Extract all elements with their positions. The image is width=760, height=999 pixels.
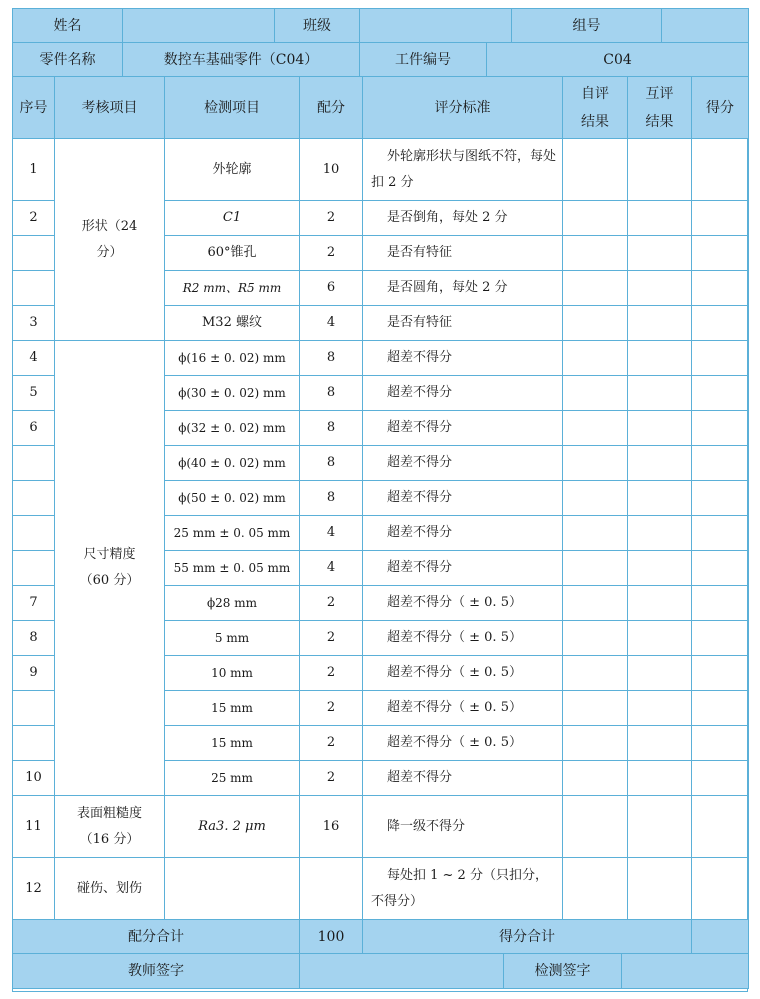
col-check: 检测项目 bbox=[165, 77, 300, 139]
points-cell: 8 bbox=[300, 341, 363, 376]
peer-eval-cell[interactable] bbox=[628, 411, 692, 446]
peer-eval-cell[interactable] bbox=[628, 236, 692, 271]
check-cell: ϕ(30 ± 0. 02) mm bbox=[165, 376, 300, 411]
group-damage: 碰伤、划伤 bbox=[55, 858, 165, 920]
info-header bbox=[12, 8, 749, 43]
seq-cell bbox=[13, 726, 55, 761]
peer-eval-cell[interactable] bbox=[628, 656, 692, 691]
score-total-label: 得分合计 bbox=[363, 920, 692, 955]
points-cell: 4 bbox=[300, 516, 363, 551]
class-field[interactable] bbox=[360, 9, 512, 43]
peer-eval-cell[interactable] bbox=[628, 516, 692, 551]
points-total-label: 配分合计 bbox=[13, 920, 300, 955]
seq-cell: 11 bbox=[13, 796, 55, 858]
col-item: 考核项目 bbox=[55, 77, 165, 139]
teacher-sign-label: 教师签字 bbox=[13, 954, 300, 989]
points-cell: 2 bbox=[300, 691, 363, 726]
self-eval-cell[interactable] bbox=[563, 376, 628, 411]
peer-eval-cell[interactable] bbox=[628, 726, 692, 761]
self-eval-cell[interactable] bbox=[563, 201, 628, 236]
points-cell: 2 bbox=[300, 761, 363, 796]
criteria-cell: 降一级不得分 bbox=[363, 796, 563, 858]
score-cell[interactable] bbox=[692, 621, 749, 656]
criteria-cell: 超差不得分 bbox=[363, 376, 563, 411]
peer-eval-cell[interactable] bbox=[628, 139, 692, 201]
score-cell[interactable] bbox=[692, 236, 749, 271]
name-label: 姓名 bbox=[13, 9, 123, 43]
peer-eval-cell[interactable] bbox=[628, 341, 692, 376]
seq-cell bbox=[13, 481, 55, 516]
score-cell[interactable] bbox=[692, 481, 749, 516]
peer-eval-cell[interactable] bbox=[628, 858, 692, 920]
check-cell: Ra3. 2 μm bbox=[165, 796, 300, 858]
check-cell: 15 mm bbox=[165, 726, 300, 761]
points-cell: 8 bbox=[300, 446, 363, 481]
score-cell[interactable] bbox=[692, 306, 749, 341]
score-cell[interactable] bbox=[692, 139, 749, 201]
score-cell[interactable] bbox=[692, 201, 749, 236]
check-cell: 10 mm bbox=[165, 656, 300, 691]
check-cell: 25 mm ± 0. 05 mm bbox=[165, 516, 300, 551]
score-cell[interactable] bbox=[692, 858, 749, 920]
criteria-cell: 超差不得分 bbox=[363, 341, 563, 376]
check-cell: 55 mm ± 0. 05 mm bbox=[165, 551, 300, 586]
points-cell: 8 bbox=[300, 481, 363, 516]
peer-eval-cell[interactable] bbox=[628, 201, 692, 236]
points-cell: 2 bbox=[300, 621, 363, 656]
check-cell: 5 mm bbox=[165, 621, 300, 656]
seq-cell bbox=[13, 551, 55, 586]
self-eval-cell[interactable] bbox=[563, 796, 628, 858]
scoring-table bbox=[12, 76, 749, 955]
signature-row bbox=[12, 953, 749, 989]
criteria-cell: 超差不得分（ ± 0. 5） bbox=[363, 621, 563, 656]
points-total-value: 100 bbox=[300, 920, 363, 955]
check-cell: ϕ(40 ± 0. 02) mm bbox=[165, 446, 300, 481]
table-row bbox=[13, 139, 749, 201]
criteria-cell: 超差不得分 bbox=[363, 411, 563, 446]
criteria-cell: 超差不得分 bbox=[363, 481, 563, 516]
class-label: 班级 bbox=[275, 9, 360, 43]
criteria-cell: 是否圆角，每处 2 分 bbox=[363, 271, 563, 306]
points-cell: 4 bbox=[300, 306, 363, 341]
col-self-eval: 自评结果 bbox=[563, 77, 628, 139]
self-eval-cell[interactable] bbox=[563, 139, 628, 201]
peer-eval-cell[interactable] bbox=[628, 271, 692, 306]
col-peer-eval: 互评结果 bbox=[628, 77, 692, 139]
seq-cell: 2 bbox=[13, 201, 55, 236]
criteria-cell: 超差不得分（ ± 0. 5） bbox=[363, 656, 563, 691]
seq-cell bbox=[13, 236, 55, 271]
table-row bbox=[13, 796, 749, 858]
seq-cell: 7 bbox=[13, 586, 55, 621]
self-eval-cell[interactable] bbox=[563, 411, 628, 446]
self-eval-cell[interactable] bbox=[563, 236, 628, 271]
criteria-cell: 超差不得分 bbox=[363, 446, 563, 481]
peer-eval-cell[interactable] bbox=[628, 551, 692, 586]
check-cell: M32 螺纹 bbox=[165, 306, 300, 341]
self-eval-cell[interactable] bbox=[563, 481, 628, 516]
points-cell: 2 bbox=[300, 236, 363, 271]
criteria-cell: 超差不得分 bbox=[363, 761, 563, 796]
score-cell[interactable] bbox=[692, 796, 749, 858]
col-seq: 序号 bbox=[13, 77, 55, 139]
self-eval-cell[interactable] bbox=[563, 621, 628, 656]
check-cell: ϕ(50 ± 0. 02) mm bbox=[165, 481, 300, 516]
group-label: 组号 bbox=[512, 9, 662, 43]
score-total-field[interactable] bbox=[692, 920, 749, 955]
seq-cell: 6 bbox=[13, 411, 55, 446]
seq-cell bbox=[13, 516, 55, 551]
points-cell: 10 bbox=[300, 139, 363, 201]
scoring-sheet bbox=[12, 8, 748, 992]
self-eval-cell[interactable] bbox=[563, 761, 628, 796]
workpiece-no-label: 工件编号 bbox=[360, 43, 487, 77]
points-cell: 4 bbox=[300, 551, 363, 586]
peer-eval-cell[interactable] bbox=[628, 446, 692, 481]
score-cell[interactable] bbox=[692, 516, 749, 551]
score-cell[interactable] bbox=[692, 551, 749, 586]
self-eval-cell[interactable] bbox=[563, 691, 628, 726]
points-cell: 6 bbox=[300, 271, 363, 306]
seq-cell: 3 bbox=[13, 306, 55, 341]
score-cell[interactable] bbox=[692, 691, 749, 726]
workpiece-no-value: C04 bbox=[487, 43, 749, 77]
criteria-cell: 超差不得分 bbox=[363, 551, 563, 586]
self-eval-cell[interactable] bbox=[563, 446, 628, 481]
score-cell[interactable] bbox=[692, 726, 749, 761]
self-eval-cell[interactable] bbox=[563, 516, 628, 551]
check-cell bbox=[165, 858, 300, 920]
teacher-sign-field[interactable] bbox=[300, 954, 504, 989]
criteria-cell: 超差不得分（ ± 0. 5） bbox=[363, 726, 563, 761]
criteria-cell: 超差不得分（ ± 0. 5） bbox=[363, 586, 563, 621]
points-cell: 2 bbox=[300, 726, 363, 761]
self-eval-cell[interactable] bbox=[563, 551, 628, 586]
seq-cell bbox=[13, 271, 55, 306]
self-eval-cell[interactable] bbox=[563, 586, 628, 621]
check-cell: 15 mm bbox=[165, 691, 300, 726]
group-field[interactable] bbox=[662, 9, 749, 43]
peer-eval-cell[interactable] bbox=[628, 691, 692, 726]
points-cell: 16 bbox=[300, 796, 363, 858]
col-score: 得分 bbox=[692, 77, 749, 139]
criteria-cell: 是否有特征 bbox=[363, 236, 563, 271]
seq-cell: 9 bbox=[13, 656, 55, 691]
peer-eval-cell[interactable] bbox=[628, 586, 692, 621]
points-cell bbox=[300, 858, 363, 920]
part-name-label: 零件名称 bbox=[13, 43, 123, 77]
column-header-row bbox=[13, 77, 749, 139]
criteria-cell: 超差不得分 bbox=[363, 516, 563, 551]
check-cell: ϕ(16 ± 0. 02) mm bbox=[165, 341, 300, 376]
score-cell[interactable] bbox=[692, 446, 749, 481]
seq-cell bbox=[13, 446, 55, 481]
seq-cell: 12 bbox=[13, 858, 55, 920]
group-size: 尺寸精度（60 分） bbox=[55, 341, 165, 796]
check-cell: 外轮廓 bbox=[165, 139, 300, 201]
self-eval-cell[interactable] bbox=[563, 271, 628, 306]
score-cell[interactable] bbox=[692, 656, 749, 691]
table-row bbox=[13, 341, 749, 376]
peer-eval-cell[interactable] bbox=[628, 306, 692, 341]
totals-row bbox=[13, 920, 749, 955]
inspector-sign-field[interactable] bbox=[622, 954, 749, 989]
part-header bbox=[12, 42, 749, 77]
group-roughness: 表面粗糙度（16 分） bbox=[55, 796, 165, 858]
check-cell: ϕ28 mm bbox=[165, 586, 300, 621]
peer-eval-cell[interactable] bbox=[628, 621, 692, 656]
name-field[interactable] bbox=[123, 9, 275, 43]
points-cell: 2 bbox=[300, 586, 363, 621]
score-cell[interactable] bbox=[692, 411, 749, 446]
self-eval-cell[interactable] bbox=[563, 341, 628, 376]
check-cell: R2 mm、R5 mm bbox=[165, 271, 300, 306]
score-cell[interactable] bbox=[692, 586, 749, 621]
col-criteria: 评分标准 bbox=[363, 77, 563, 139]
points-cell: 2 bbox=[300, 656, 363, 691]
points-cell: 8 bbox=[300, 411, 363, 446]
score-cell[interactable] bbox=[692, 271, 749, 306]
self-eval-cell[interactable] bbox=[563, 656, 628, 691]
self-eval-cell[interactable] bbox=[563, 306, 628, 341]
points-cell: 8 bbox=[300, 376, 363, 411]
criteria-cell: 外轮廓形状与图纸不符，每处扣 2 分 bbox=[363, 139, 563, 201]
check-cell: 25 mm bbox=[165, 761, 300, 796]
part-name-value: 数控车基础零件（C04） bbox=[123, 43, 360, 77]
seq-cell: 5 bbox=[13, 376, 55, 411]
self-eval-cell[interactable] bbox=[563, 726, 628, 761]
check-cell: 60°锥孔 bbox=[165, 236, 300, 271]
peer-eval-cell[interactable] bbox=[628, 481, 692, 516]
criteria-cell: 是否有特征 bbox=[363, 306, 563, 341]
check-cell: C1 bbox=[165, 201, 300, 236]
col-points: 配分 bbox=[300, 77, 363, 139]
inspector-sign-label: 检测签字 bbox=[504, 954, 622, 989]
score-cell[interactable] bbox=[692, 376, 749, 411]
criteria-cell: 超差不得分（ ± 0. 5） bbox=[363, 691, 563, 726]
check-cell: ϕ(32 ± 0. 02) mm bbox=[165, 411, 300, 446]
score-cell[interactable] bbox=[692, 341, 749, 376]
group-shape: 形状（24 分） bbox=[55, 139, 165, 341]
seq-cell: 8 bbox=[13, 621, 55, 656]
score-cell[interactable] bbox=[692, 761, 749, 796]
self-eval-cell[interactable] bbox=[563, 858, 628, 920]
table-row bbox=[13, 858, 749, 920]
peer-eval-cell[interactable] bbox=[628, 761, 692, 796]
seq-cell: 10 bbox=[13, 761, 55, 796]
seq-cell: 1 bbox=[13, 139, 55, 201]
peer-eval-cell[interactable] bbox=[628, 796, 692, 858]
criteria-cell: 每处扣 1 ~ 2 分（只扣分，不得分） bbox=[363, 858, 563, 920]
peer-eval-cell[interactable] bbox=[628, 376, 692, 411]
seq-cell bbox=[13, 691, 55, 726]
points-cell: 2 bbox=[300, 201, 363, 236]
criteria-cell: 是否倒角，每处 2 分 bbox=[363, 201, 563, 236]
seq-cell: 4 bbox=[13, 341, 55, 376]
